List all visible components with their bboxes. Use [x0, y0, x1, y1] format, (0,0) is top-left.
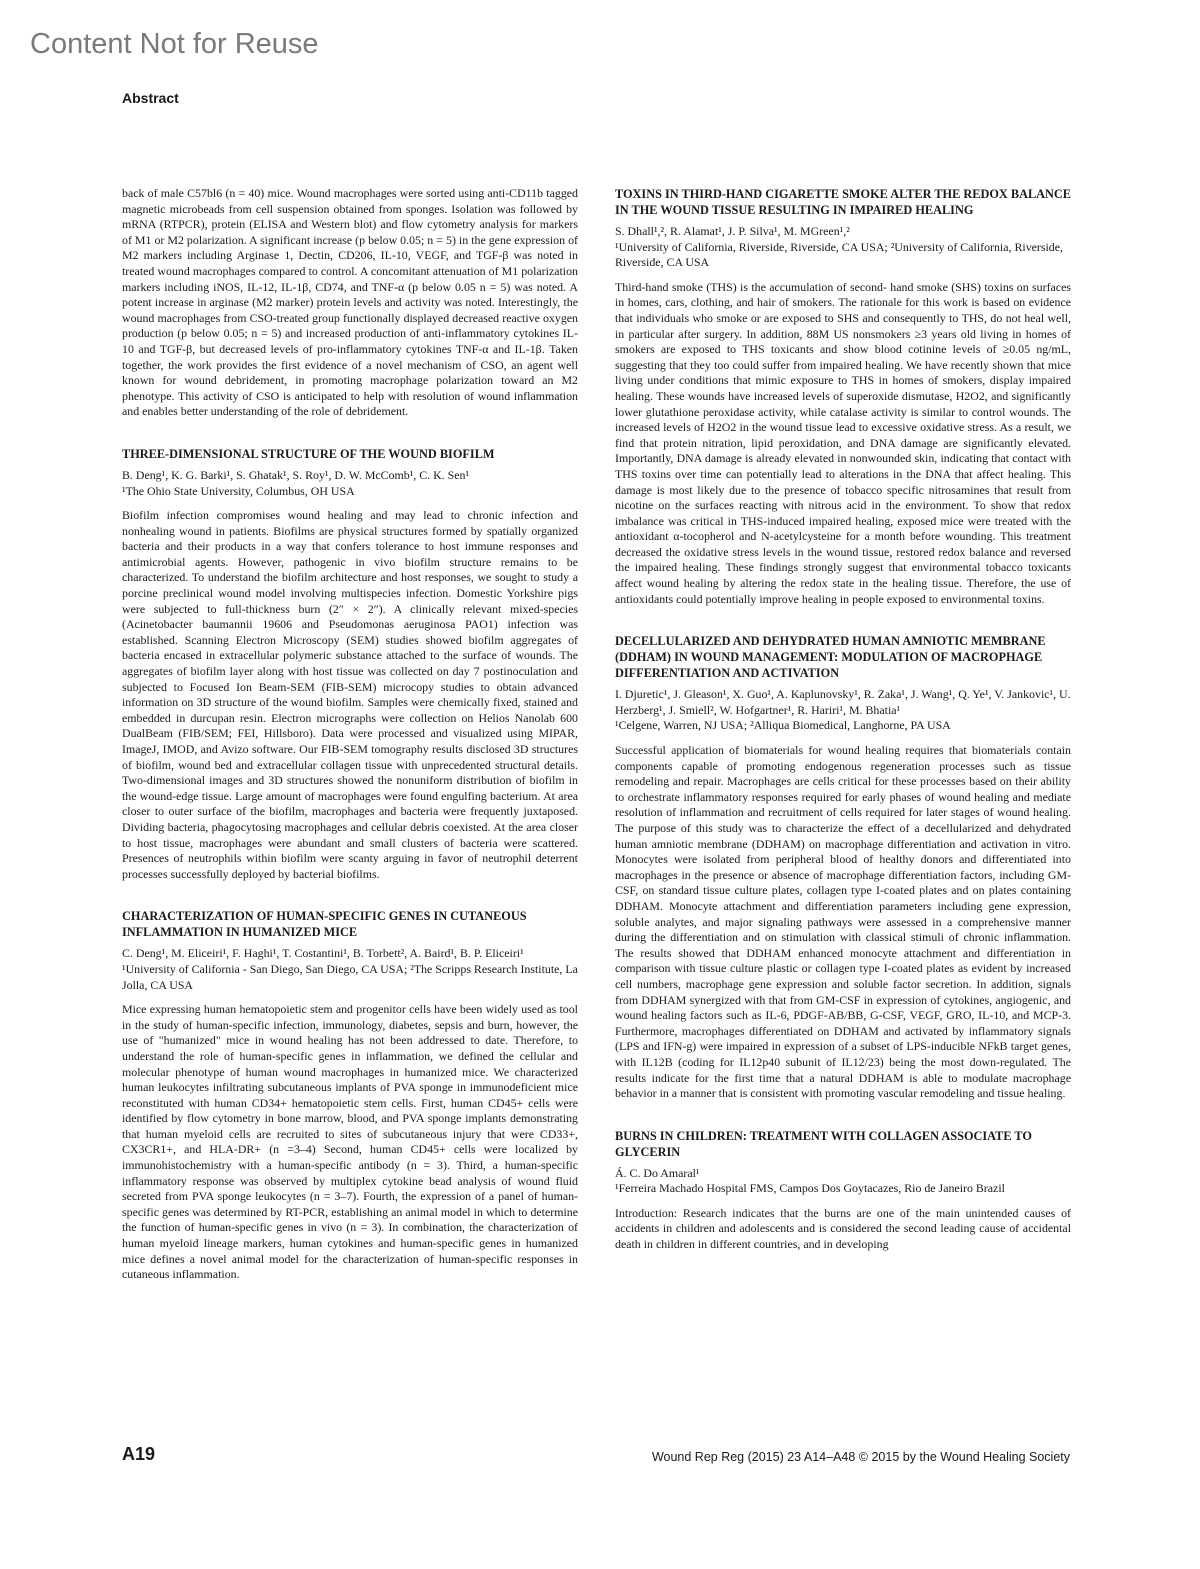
page-number: A19	[122, 1444, 156, 1464]
abstract-affiliation: ¹University of California, Riverside, Riverside, CA USA; ²University of California, Riverside, Riverside, CA USA	[615, 239, 1064, 270]
abstract-authors: C. Deng¹, M. Eliceiri¹, F. Haghi¹, T. Costantini¹, B. Torbett², A. Baird¹, B. P. Eliceiri¹	[122, 946, 524, 961]
abstract-block	[615, 633, 1071, 1101]
abstract-block	[122, 446, 578, 882]
abstract-body: Biofilm infection compromises wound healing and may lead to chronic infection and nonhealing wound in patients. Biofilms are physical structures formed by spatially organized bacteria and their products in a way that confers tolerance to host immune responses and antimicrobial agents. However, pathogenic in vivo biofilm structure remains to be characterized. To understand the biofilm architecture and host responses, we sought to study a porcine preclinical wound model involving multispecies infection. Domestic Yorkshire pigs were subjected to full-thickness burn (2″ × 2″). A clinically relevant mixed-species (Acinetobacter baumannii 19606 and Pseudomonas aeruginosa PAO1) infection was established. Scanning Electron Microscopy (SEM) studies showed biofilm aggregates of bacteria encased in extracellular polymeric substance attached to the surface of wounds. The aggregates of biofilm layer along with host tissue was collected on day 7 postinoculation and subjected to Focused Ion Beam-SEM (FIB-SEM) microcopy studies to obtain advanced information on 3D structure of the wound biofilm. Samples were chemically fixed, stained and embedded in durcupan resin. Electron micrographs were collection on Helios Nanolab 600 DualBeam (FIB/SEM; FEI, Hillsboro). Data were processed and visualized using MIPAR, ImageJ, IMOD, and Avizo software. Our FIB-SEM tomography results disclosed 3D structures of biofilm, wound bed and extracellular collagen tissue with unprecedented structural details. Two-dimensional images and 3D structures showed the nonuniform distribution of biofilm in the wound-edge tissue. Large amount of macrophages were found engulfing bacterium. At area closer to outer surface of the biofilm, macrophages and bacteria were frequently juxtaposed. Dividing bacteria, phagocytosing macrophages and cellular debris coexisted. At the area closer to host tissue, macrophages were abundant and small clusters of bacteria were scattered. Presences of neutrophils within biofilm were scanty arguing in favor of neutrophil deterrent processes successfully deployed by bacterial biofilms.	[122, 508, 578, 881]
continued-abstract-body: back of male C57bl6 (n = 40) mice. Wound macrophages were sorted using anti-CD11b tagged magnetic microbeads from cell suspension obtained from sponges. Isolation was followed by mRNA (RTPCR), protein (ELISA and Western blot) and flow cytometry analysis for markers of M1 or M2 polarization. A significant increase (p below 0.05; n = 5) in the gene expression of M2 markers including Arginase 1, Dectin, CD206, IL-10, VEGF, and TGF-β was noted in treated wound macrophages compared to control. A concomitant attenuation of M1 polarization markers including iNOS, IL-12, IL-1β, CD74, and TNF-α (p below 0.05 n = 5) was noted. A potent increase in arginase (M2 marker) protein levels and activity was noted. Interestingly, the wound macrophages from CSO-treated group functionally displayed decreased reactive oxygen production (p below 0.05; n = 5) and increased production of anti-inflammatory cytokines IL-10 and TGF-β, but decreased levels of pro-inflammatory cytokines TNF-α and IL-1β. Taken together, the work provides the first evidence of a novel mechanism of CSO, an agent well known for wound debridement, in promoting macrophage polarization toward an M2 phenotype. This activity of CSO is anticipated to help with resolution of wound inflammation and enables better understanding of the role of debridement.	[122, 186, 578, 419]
section-label: Abstract	[122, 90, 179, 106]
left-column	[122, 186, 578, 1283]
abstract-title: TOXINS IN THIRD-HAND CIGARETTE SMOKE ALTER THE REDOX BALANCE IN THE WOUND TISSUE RESULTING IN IMPAIRED HEALING	[615, 187, 1071, 217]
abstract-body: Introduction: Research indicates that the burns are one of the main unintended causes of accidents in children and adolescents and is considered the second leading cause of accidental death in children in different countries, and in developing	[615, 1205, 1071, 1252]
right-column	[615, 186, 1071, 1253]
abstract-authors: Á. C. Do Amaral¹	[615, 1165, 700, 1180]
abstract-title: CHARACTERIZATION OF HUMAN-SPECIFIC GENES IN CUTANEOUS INFLAMMATION IN HUMANIZED MICE	[122, 909, 527, 940]
journal-citation: Wound Rep Reg (2015) 23 A14–A48 © 2015 by the Wound Healing Society	[651, 1450, 1070, 1464]
abstract-title: DECELLULARIZED AND DEHYDRATED HUMAN AMNIOTIC MEMBRANE (DDHAM) IN WOUND MANAGEMENT: MODULATION OF MACROPHAGE DIFFERENTIATION AND ACTIVATION	[615, 634, 1046, 681]
abstract-affiliation: ¹The Ohio State University, Columbus, OH USA	[122, 483, 355, 498]
watermark-text: Content Not for Reuse	[30, 28, 319, 60]
abstract-block	[615, 1128, 1071, 1253]
abstract-authors: I. Djuretic¹, J. Gleason¹, X. Guo¹, A. Kaplunovsky¹, R. Zaka¹, J. Wang¹, Q. Ye¹, V. Jankovic¹, U. Herzberg¹, J. Smiell², W. Hofgartner¹, R. Hariri¹, M. Bhatia¹	[615, 687, 1071, 717]
abstract-affiliation: ¹Celgene, Warren, NJ USA; ²Alliqua Biomedical, Langhorne, PA USA	[615, 718, 951, 733]
abstract-body: Mice expressing human hematopoietic stem and progenitor cells have been widely used as tool in the study of human-specific infection, immunology, diabetes, sepsis and burn, however, the use of "humanized" mice in wound healing has not been addressed to date. Therefore, to understand the role of human-specific genes in inflammation, we defined the cellular and molecular phenotype of human wound macrophages in humanized mice. We characterized human leukocytes infiltrating subcutaneous implants of PVA sponge in immunodeficient mice reconstituted with human CD34+ hematopoietic stem cells. First, human CD45+ cells were identified by flow cytometry in bone marrow, blood, and PVA sponge implants demonstrating that human myeloid cells are recruited to sites of subcutaneous injury that were CD33+, CX3CR1+, and HLA-DR+ (n =3–4) Second, human CD45+ cells were localized by immunohistochemistry with a human-specific antibody (n = 3). Third, a human-specific inflammatory response was observed by multiplex cytokine bead analysis of wound fluid secreted from PVA sponge leukocytes (n = 3–7). Fourth, the expression of a panel of human-specific genes was determined by RT-PCR, establishing an animal model in which to determine the function of human-specific genes in vivo (n = 3). In combination, the characterization of human myeloid lineage markers, human cytokines and human-specific genes in humanized mice defines a novel animal model for the characterization of human-specific responses in cutaneous inflammation.	[122, 1002, 578, 1282]
abstract-body: Third-hand smoke (THS) is the accumulation of second- hand smoke (SHS) toxins on surfaces in homes, cars, clothing, and hair of smokers. The rationale for this work is based on evidence that individuals who smoke or are exposed to SHS and consequently to THS, do not heal well, in particular after surgery. In addition, 88M US nonsmokers ≥3 years old living in homes of smokers are exposed to THS toxicants and show blood cotinine levels of ≥0.05 ng/mL, suggesting that they too could suffer from impaired healing. We have recently shown that mice living under conditions that mimic exposure to THS in homes of smokers, display impaired healing. These wounds have increased levels of superoxide dismutase, H2O2, and significantly lower glutathione peroxidase activity, while catalase activity is similar to control wounds. The increased levels of H2O2 in the wound tissue lead to excessive oxidative stress. As a result, we find that protein nitration, lipid peroxidation, and DNA damage are significantly elevated. Importantly, DNA damage is already elevated in nonwounded skin, indicating that contact with THS toxins over time can potentially lead to alterations in the DNA that affect healing. This damage is most likely due to the presence of tobacco specific nitrosamines that result from nicotine on the surfaces reacting with nitrous acid in the environment. To show that redox imbalance was critical in THS-induced impaired healing, exposed mice were treated with the antioxidant α-tocopherol and N-acetylcysteine for a month before wounding. This treatment decreased the oxidative stress levels in the wound tissue, restored redox balance and reversed the impaired healing. These findings strongly suggest that environmental tobacco toxicants affect wound healing by altering the redox state in the healing tissue. Therefore, the use of antioxidants could potentially improve healing in people exposed to environmental toxins.	[615, 279, 1071, 606]
abstract-block	[122, 908, 578, 1282]
abstract-title: THREE-DIMENSIONAL STRUCTURE OF THE WOUND BIOFILM	[122, 446, 495, 461]
abstract-block	[615, 186, 1071, 607]
abstract-affiliation: ¹Ferreira Machado Hospital FMS, Campos Dos Goytacazes, Rio de Janeiro Brazil	[615, 1181, 1005, 1196]
abstract-authors: S. Dhall¹,², R. Alamat¹, J. P. Silva¹, M. MGreen¹,²	[615, 224, 850, 238]
abstract-authors: B. Deng¹, K. G. Barki¹, S. Ghatak¹, S. Roy¹, D. W. McComb¹, C. K. Sen¹	[122, 467, 470, 482]
abstract-body: Successful application of biomaterials for wound healing requires that biomaterials contain components capable of promoting endogenous regeneration processes such as tissue remodeling and repair. Macrophages are cells critical for these processes based on their ability to orchestrate inflammatory responses required for early phases of wound healing and mediate resolution of inflammation and recruitment of cells required for later stages of wound healing. The purpose of this study was to characterize the effect of a decellularized and dehydrated human amniotic membrane (DDHAM) on macrophage differentiation and activation in vitro. Monocytes were isolated from peripheral blood of healthy donors and differentiated into macrophages in the presence or absence of macrophage differentiation factors, including GM-CSF, on standard tissue culture plates, collagen type I-coated plates and on plates containing DDHAM. Monocyte attachment and differentiation parameters including gene expression, soluble analytes, and major signaling pathways were assessed in a comprehensive manner during the differentiation and on stimulation with classical stimuli of chronic inflammation. The results showed that DDHAM enhanced monocyte attachment and differentiation in comparison with tissue culture plastic or collagen type I-coated plates as evident by increased cell numbers, macrophage gene expression and soluble factor secretion. In addition, signals from DDHAM synergized with that from GM-CSF in expression of cytokines, angiogenic, and wound healing factors such as IL-6, PDGF-AB/BB, G-CSF, VEGF, GRO, IL-10, and MCP-3. Furthermore, macrophages differentiated on DDHAM and activated by inflammatory signals (LPS and IFN-g) were impaired in expression of a subset of LPS-inducible NFkB target genes, with IL12B (coding for IL12p40 subunit of IL12/23) being the most down-regulated. The results indicate for the first time that a natural DDHAM is able to modulate macrophage behavior in a manner that is consistent with promoting vascular remodeling and tissue healing.	[615, 743, 1071, 1101]
abstract-affiliation: ¹University of California - San Diego, San Diego, CA USA; ²The Scripps Research Institute, La Jolla, CA USA	[122, 961, 578, 992]
abstract-title: BURNS IN CHILDREN: TREATMENT WITH COLLAGEN ASSOCIATE TO GLYCERIN	[615, 1128, 1032, 1159]
